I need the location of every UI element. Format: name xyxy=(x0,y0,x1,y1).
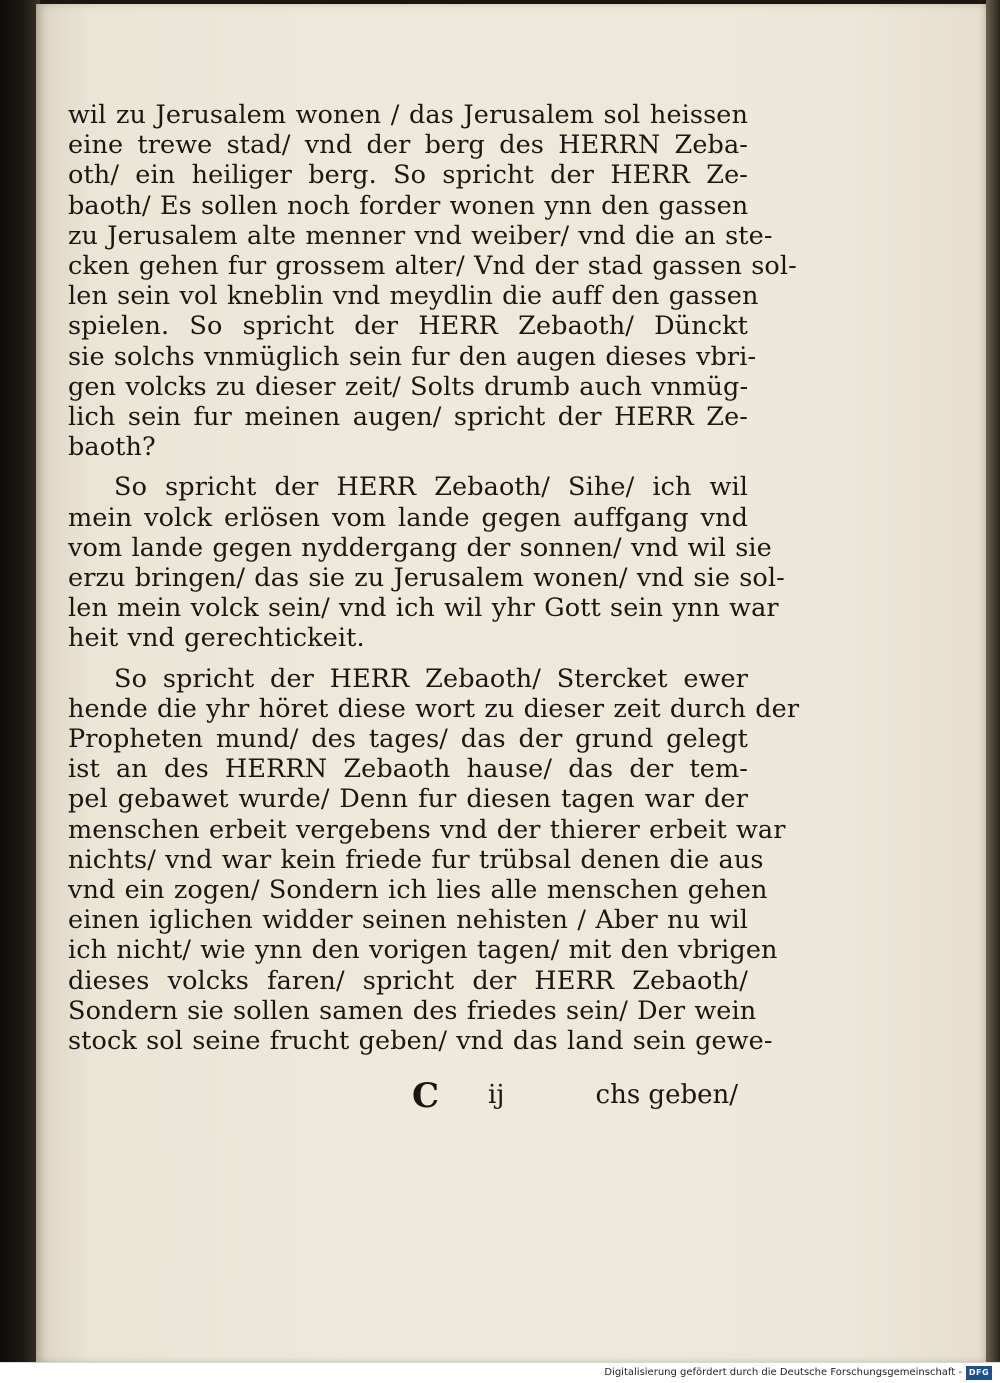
text-line: baoth/ Es sollen noch forder wonen ynn den gassen xyxy=(68,190,749,221)
text-line: gen volcks zu dieser zeit/ Solts drumb auch vnmüg- xyxy=(68,371,749,402)
text-line: pel gebawet wurde/ Denn fur diesen tagen war der xyxy=(68,784,748,815)
paragraph xyxy=(68,100,797,463)
catchword: chs geben/ xyxy=(595,1080,738,1110)
text-line: sie solchs vnmüglich sein fur den augen dieses vbri- xyxy=(68,341,757,372)
text-line: nichts/ vnd war kein friede fur trübsal denen die aus xyxy=(68,844,764,875)
text-line: len sein vol kneblin vnd meydlin die auff den gassen xyxy=(68,281,759,312)
text-line: zu Jerusalem alte menner vnd weiber/ vnd die an ste- xyxy=(68,220,773,251)
dfg-logo: DFG xyxy=(966,1366,992,1380)
text-line: So spricht der HERR Zebaoth/ Stercket ewer xyxy=(114,663,748,694)
text-line: mein volck erlösen vom lande gegen auffgang vnd xyxy=(68,502,748,533)
signature-number: ij xyxy=(488,1080,505,1110)
text-line: einen iglichen widder seinen nehisten / Aber nu wil xyxy=(68,905,748,936)
text-line: wil zu Jerusalem wonen / das Jerusalem sol heissen xyxy=(68,100,748,130)
scan-backdrop-left xyxy=(0,0,40,1362)
text-line: stock sol seine frucht geben/ vnd das land sein gewe- xyxy=(68,1026,773,1057)
text-line: vnd ein zogen/ Sondern ich lies alle menschen gehen xyxy=(68,875,768,906)
text-line: eine trewe stad/ vnd der berg des HERRN Zeba- xyxy=(68,130,748,161)
text-line: heit vnd gerechtickeit. xyxy=(68,623,365,654)
text-line: len mein volck sein/ vnd ich wil yhr Gott sein ynn war xyxy=(68,593,779,624)
text-line: So spricht der HERR Zebaoth/ Sihe/ ich wil xyxy=(114,472,748,503)
text-line: spielen. So spricht der HERR Zebaoth/ Dünckt xyxy=(68,311,748,342)
page-footer xyxy=(412,1076,738,1116)
funding-credit: Digitalisierung gefördert durch die Deutsche Forschungsgemeinschaft - xyxy=(604,1367,962,1378)
credit-bar xyxy=(0,1362,1000,1383)
paragraph xyxy=(68,472,785,654)
signature-letter: C xyxy=(412,1076,440,1116)
text-line: vom lande gegen nyddergang der sonnen/ vnd wil sie xyxy=(68,532,772,563)
text-line: Sondern sie sollen samen des friedes sein/ Der wein xyxy=(68,995,757,1026)
text-line: menschen erbeit vergebens vnd der thierer erbeit war xyxy=(68,814,786,845)
text-line: cken gehen fur grossem alter/ Vnd der stad gassen sol- xyxy=(68,251,797,282)
text-line: erzu bringen/ das sie zu Jerusalem wonen/ vnd sie sol- xyxy=(68,563,785,594)
paragraph-gap xyxy=(68,654,748,664)
paragraph-gap xyxy=(68,462,748,472)
text-line: hende die yhr höret diese wort zu dieser zeit durch der xyxy=(68,693,800,724)
text-line: ich nicht/ wie ynn den vorigen tagen/ mit den vbrigen xyxy=(68,935,778,966)
text-line: lich sein fur meinen augen/ spricht der HERR Ze- xyxy=(68,402,748,433)
text-line: ist an des HERRN Zebaoth hause/ das der tem- xyxy=(68,754,748,785)
text-line: baoth? xyxy=(68,432,156,463)
text-line: oth/ ein heiliger berg. So spricht der HERR Ze- xyxy=(68,160,748,191)
paragraph xyxy=(68,663,800,1057)
page-text xyxy=(68,100,800,1057)
text-line: dieses volcks faren/ spricht der HERR Zebaoth/ xyxy=(68,965,748,996)
text-line: Propheten mund/ des tages/ das der grund gelegt xyxy=(68,724,748,755)
scan-backdrop-right xyxy=(986,0,1000,1362)
